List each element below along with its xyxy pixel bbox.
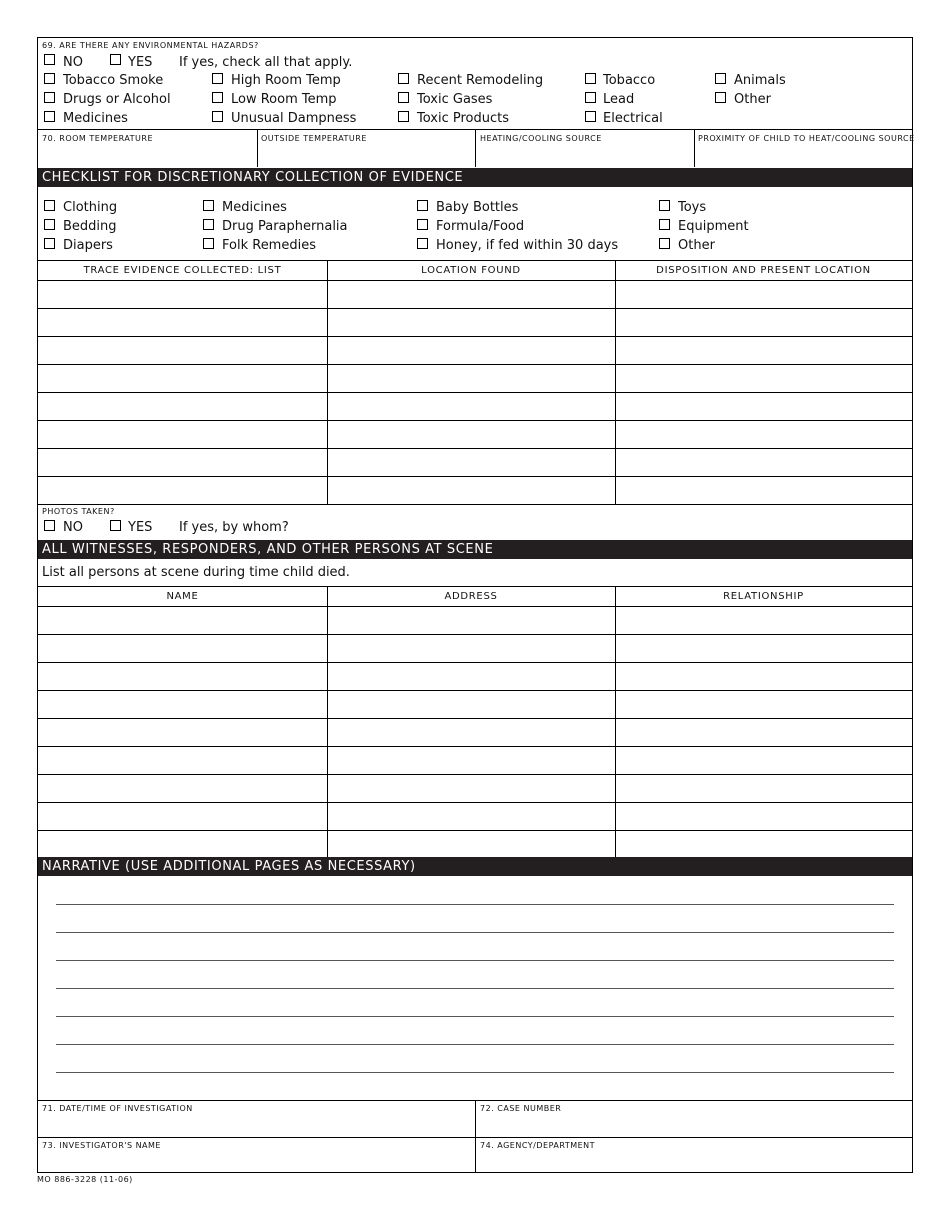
narrative-line[interactable] — [56, 988, 894, 989]
evidence-heading: CHECKLIST FOR DISCRETIONARY COLLECTION OF EVIDENCE — [38, 168, 912, 187]
evidence-checkbox-bedding[interactable] — [44, 219, 55, 230]
evidence-label-honey: Honey, if fed within 30 days — [436, 238, 619, 253]
evidence-checkbox-equipment[interactable] — [659, 219, 670, 230]
hazard-label-animals: Animals — [734, 73, 786, 88]
hazard-label-electrical: Electrical — [603, 111, 663, 126]
divider — [327, 586, 328, 857]
evidence-checkbox-folk-remedies[interactable] — [203, 238, 214, 249]
case-number-field[interactable]: 72. CASE NUMBER — [480, 1104, 562, 1113]
evidence-label-medicines: Medicines — [222, 200, 287, 215]
hazard-checkbox-tobacco[interactable] — [585, 73, 596, 84]
table-row — [38, 718, 912, 719]
hazard-checkbox-electrical[interactable] — [585, 111, 596, 122]
hazard-checkbox-drugs-alcohol[interactable] — [44, 92, 55, 103]
evidence-checkbox-clothing[interactable] — [44, 200, 55, 211]
relationship-column-header: RELATIONSHIP — [723, 591, 804, 602]
narrative-line[interactable] — [56, 1016, 894, 1017]
divider — [38, 586, 912, 587]
photos-label: PHOTOS TAKEN? — [42, 507, 115, 516]
photos-instruction: If yes, by whom? — [179, 520, 289, 535]
narrative-heading: NARRATIVE (USE ADDITIONAL PAGES AS NECESSARY) — [38, 857, 912, 876]
hazard-label-unusual-dampness: Unusual Dampness — [231, 111, 357, 126]
hazard-label-drugs-alcohol: Drugs or Alcohol — [63, 92, 171, 107]
hazard-checkbox-unusual-dampness[interactable] — [212, 111, 223, 122]
room-temperature-field[interactable]: 70. ROOM TEMPERATURE — [42, 134, 154, 143]
evidence-label-equipment: Equipment — [678, 219, 749, 234]
narrative-line[interactable] — [56, 904, 894, 905]
hazard-checkbox-lead[interactable] — [585, 92, 596, 103]
hazard-label-lead: Lead — [603, 92, 635, 107]
divider — [38, 260, 912, 261]
evidence-checkbox-formula-food[interactable] — [417, 219, 428, 230]
evidence-checkbox-drug-paraphernalia[interactable] — [203, 219, 214, 230]
table-row — [38, 364, 912, 365]
table-row — [38, 634, 912, 635]
table-row — [38, 662, 912, 663]
table-row — [38, 392, 912, 393]
investigator-name-field[interactable]: 73. INVESTIGATOR'S NAME — [42, 1141, 161, 1150]
table-row — [38, 336, 912, 337]
table-row — [38, 476, 912, 477]
trace-evidence-column-header: TRACE EVIDENCE COLLECTED: LIST — [83, 265, 282, 276]
evidence-label-baby-bottles: Baby Bottles — [436, 200, 519, 215]
hazard-label-recent-remodeling: Recent Remodeling — [417, 73, 544, 88]
table-row — [38, 448, 912, 449]
hazard-checkbox-toxic-gases[interactable] — [398, 92, 409, 103]
evidence-checkbox-honey[interactable] — [417, 238, 428, 249]
table-row — [38, 690, 912, 691]
evidence-label-bedding: Bedding — [63, 219, 117, 234]
evidence-label-folk-remedies: Folk Remedies — [222, 238, 316, 253]
outside-temperature-field[interactable]: OUTSIDE TEMPERATURE — [261, 134, 367, 143]
narrative-line[interactable] — [56, 1072, 894, 1073]
narrative-line[interactable] — [56, 960, 894, 961]
hazards-no-label: NO — [63, 55, 83, 70]
evidence-label-formula-food: Formula/Food — [436, 219, 525, 234]
divider — [475, 129, 476, 167]
proximity-field[interactable]: PROXIMITY OF CHILD TO HEAT/COOLING SOURCE — [698, 134, 915, 143]
hazards-instruction: If yes, check all that apply. — [179, 55, 353, 70]
evidence-checkbox-diapers[interactable] — [44, 238, 55, 249]
divider — [615, 260, 616, 504]
hazard-checkbox-recent-remodeling[interactable] — [398, 73, 409, 84]
photos-no-label: NO — [63, 520, 83, 535]
hazard-label-tobacco: Tobacco — [603, 73, 656, 88]
evidence-label-other: Other — [678, 238, 715, 253]
hazards-label: 69. ARE THERE ANY ENVIRONMENTAL HAZARDS? — [42, 41, 259, 50]
evidence-checkbox-medicines[interactable] — [203, 200, 214, 211]
disposition-column-header: DISPOSITION AND PRESENT LOCATION — [656, 265, 871, 276]
witnesses-heading: ALL WITNESSES, RESPONDERS, AND OTHER PERSONS AT SCENE — [38, 540, 912, 559]
hazard-checkbox-high-room-temp[interactable] — [212, 73, 223, 84]
hazard-label-other: Other — [734, 92, 771, 107]
agency-department-field[interactable]: 74. AGENCY/DEPARTMENT — [480, 1141, 596, 1150]
photos-yes-checkbox[interactable] — [110, 520, 121, 531]
table-row — [38, 774, 912, 775]
evidence-checkbox-toys[interactable] — [659, 200, 670, 211]
divider — [694, 129, 695, 167]
table-row — [38, 504, 912, 505]
address-column-header: ADDRESS — [444, 591, 498, 602]
table-row — [38, 746, 912, 747]
hazard-checkbox-low-room-temp[interactable] — [212, 92, 223, 103]
table-row — [38, 280, 912, 281]
hazard-checkbox-tobacco-smoke[interactable] — [44, 73, 55, 84]
hazard-label-high-room-temp: High Room Temp — [231, 73, 341, 88]
hazard-checkbox-medicines[interactable] — [44, 111, 55, 122]
table-row — [38, 830, 912, 831]
evidence-label-toys: Toys — [678, 200, 707, 215]
divider — [257, 129, 258, 167]
heating-cooling-source-field[interactable]: HEATING/COOLING SOURCE — [480, 134, 602, 143]
hazard-label-toxic-gases: Toxic Gases — [417, 92, 493, 107]
evidence-label-diapers: Diapers — [63, 238, 113, 253]
hazards-yes-label: YES — [128, 55, 153, 70]
evidence-label-clothing: Clothing — [63, 200, 118, 215]
date-time-field[interactable]: 71. DATE/TIME OF INVESTIGATION — [42, 1104, 193, 1113]
form-id: MO 886-3228 (11-06) — [37, 1175, 133, 1184]
investigation-form — [37, 37, 913, 1173]
table-row — [38, 606, 912, 607]
hazards-yes-checkbox[interactable] — [110, 54, 121, 65]
photos-yes-label: YES — [128, 520, 153, 535]
narrative-line[interactable] — [56, 932, 894, 933]
hazard-checkbox-animals[interactable] — [715, 73, 726, 84]
evidence-label-drug-paraphernalia: Drug Paraphernalia — [222, 219, 348, 234]
hazards-no-checkbox[interactable] — [44, 54, 55, 65]
hazard-checkbox-toxic-products[interactable] — [398, 111, 409, 122]
witnesses-instruction: List all persons at scene during time child died. — [42, 565, 350, 580]
hazard-label-toxic-products: Toxic Products — [417, 111, 510, 126]
table-row — [38, 308, 912, 309]
hazard-label-medicines: Medicines — [63, 111, 128, 126]
divider — [615, 586, 616, 857]
narrative-line[interactable] — [56, 1044, 894, 1045]
evidence-checkbox-baby-bottles[interactable] — [417, 200, 428, 211]
name-column-header: NAME — [166, 591, 199, 602]
location-found-column-header: LOCATION FOUND — [421, 265, 521, 276]
divider — [475, 1100, 476, 1173]
evidence-checkbox-other[interactable] — [659, 238, 670, 249]
hazard-checkbox-other[interactable] — [715, 92, 726, 103]
hazard-label-tobacco-smoke: Tobacco Smoke — [63, 73, 164, 88]
hazard-label-low-room-temp: Low Room Temp — [231, 92, 337, 107]
table-row — [38, 802, 912, 803]
table-row — [38, 420, 912, 421]
divider — [327, 260, 328, 504]
photos-no-checkbox[interactable] — [44, 520, 55, 531]
